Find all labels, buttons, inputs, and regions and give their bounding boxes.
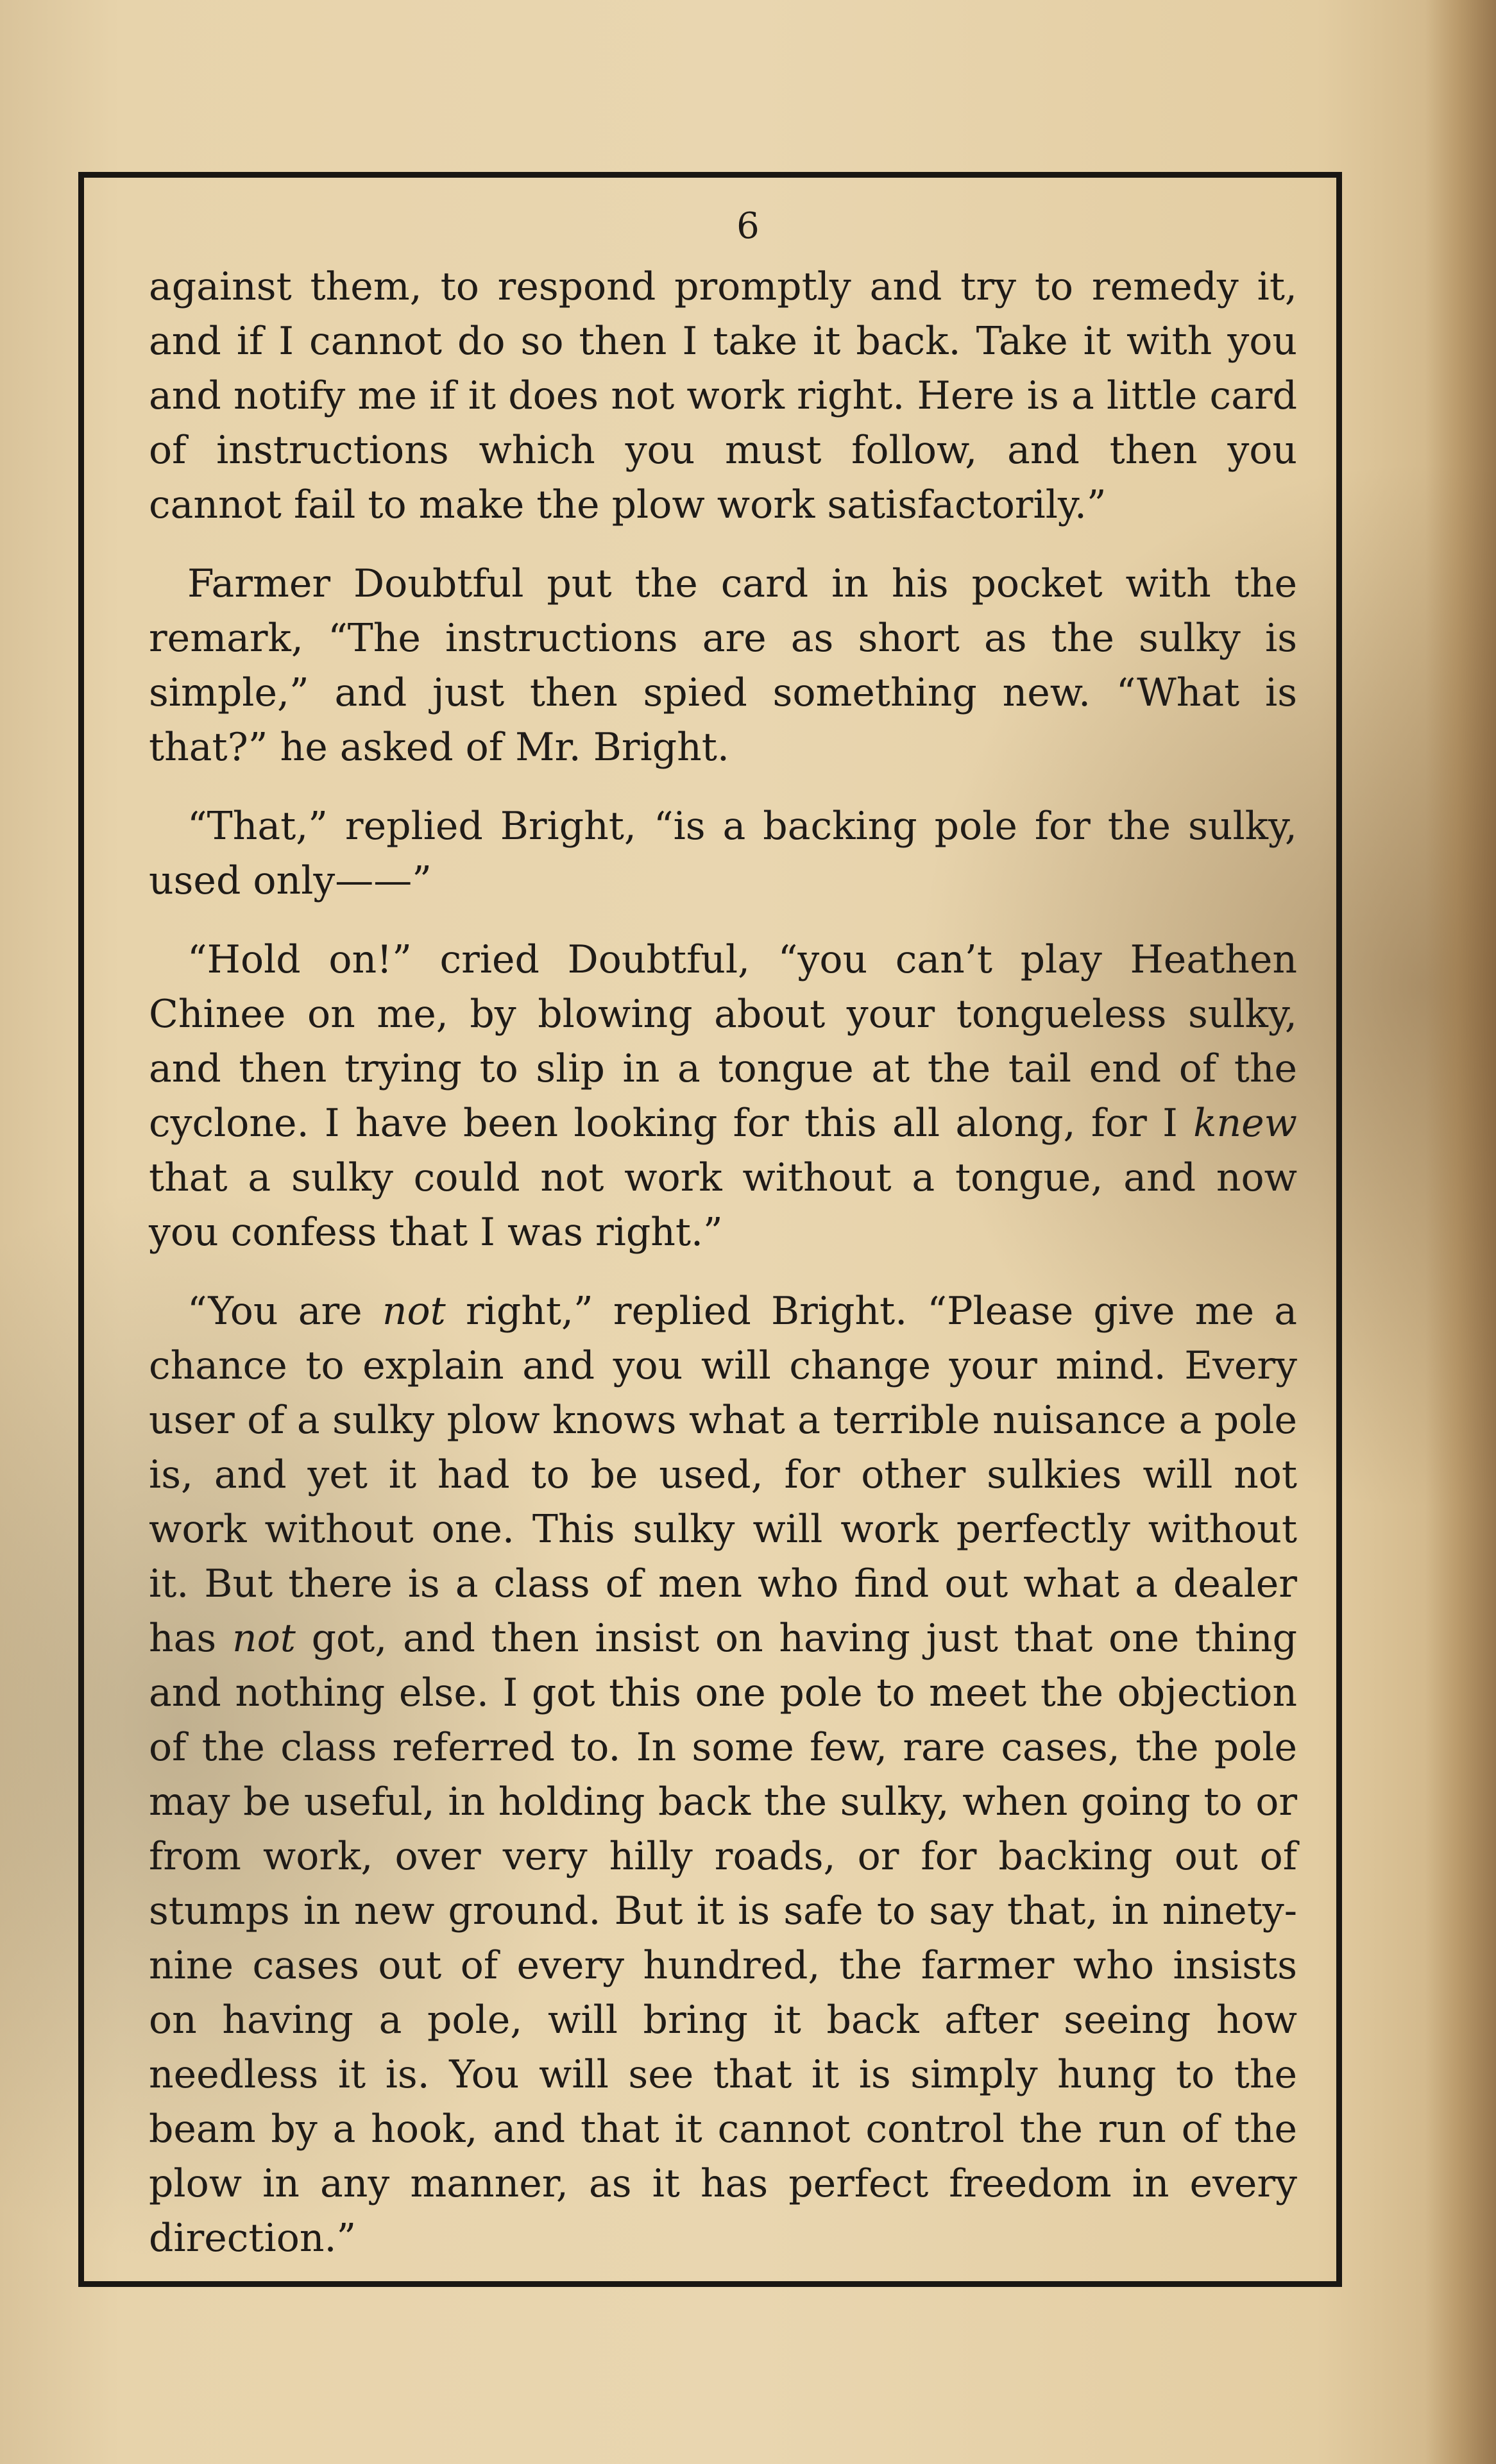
page-number: 6 (736, 205, 760, 247)
text-segment: “That,” replied Bright, “is a backing pole for the sulky, used only——” (149, 804, 1297, 903)
paragraph-1 (149, 260, 1297, 532)
emphasis-text: not (232, 1616, 296, 1661)
text-segment: right,” replied Bright. “Please give me a chance to explain and you will change your mind. Every user of a sulky plow knows what a terrible nuisance a pole is, and yet it had to be used, for other sulkies will not work without one. This sulky will work perfectly without it. But there is a class of men who find out what a dealer has (149, 1289, 1297, 1661)
text-segment: “Hold on!” cried Doubtful, “you can’t play Heathen Chinee on me, by blowing about your tongueless sulky, and then trying to slip in a tongue at the tail end of the cyclone. I have been looking for this all along, for I (149, 937, 1297, 1146)
text-segment: Farmer Doubtful put the card in his pocket with the remark, “The instructions are as short as the sulky is simple,” and just then spied something new. “What is that?” he asked of Mr. Bright. (149, 561, 1297, 770)
body-text (149, 260, 1297, 2290)
paragraph-5 (149, 1284, 1297, 2266)
paragraph-4 (149, 933, 1297, 1260)
text-segment: that a sulky could not work without a tongue, and now you confess that I was right.” (149, 1155, 1297, 1255)
text-segment: against them, to respond promptly and try to remedy it, and if I cannot do so then I take it back. Take it with you and notify me if it does not work right. Here is a little card of instructions which you must follow, and then you cannot fail to make the plow work satisfactorily.” (149, 264, 1297, 527)
text-segment: “You are (187, 1289, 382, 1334)
emphasis-text: not (382, 1289, 446, 1334)
paragraph-3 (149, 799, 1297, 908)
text-segment: got, and then insist on having just that one thing and nothing else. I got this one pole to meet the objection of the class referred to. In some few, rare cases, the pole may be useful, in holding back the sulky, when going to or from work, over very hilly roads, or for backing out of stumps in new ground. But it is safe to say that, in ninety-nine cases out of every hundred, the farmer who insists on having a pole, will bring it back after seeing how needless it is. You will see that it is simply hung to the beam by a hook, and that it cannot control the run of the plow in any manner, as it has perfect freedom in every direction.” (149, 1616, 1297, 2261)
paragraph-2 (149, 557, 1297, 775)
emphasis-text: knew (1193, 1101, 1297, 1146)
page-spine-shadow (1425, 0, 1496, 2464)
